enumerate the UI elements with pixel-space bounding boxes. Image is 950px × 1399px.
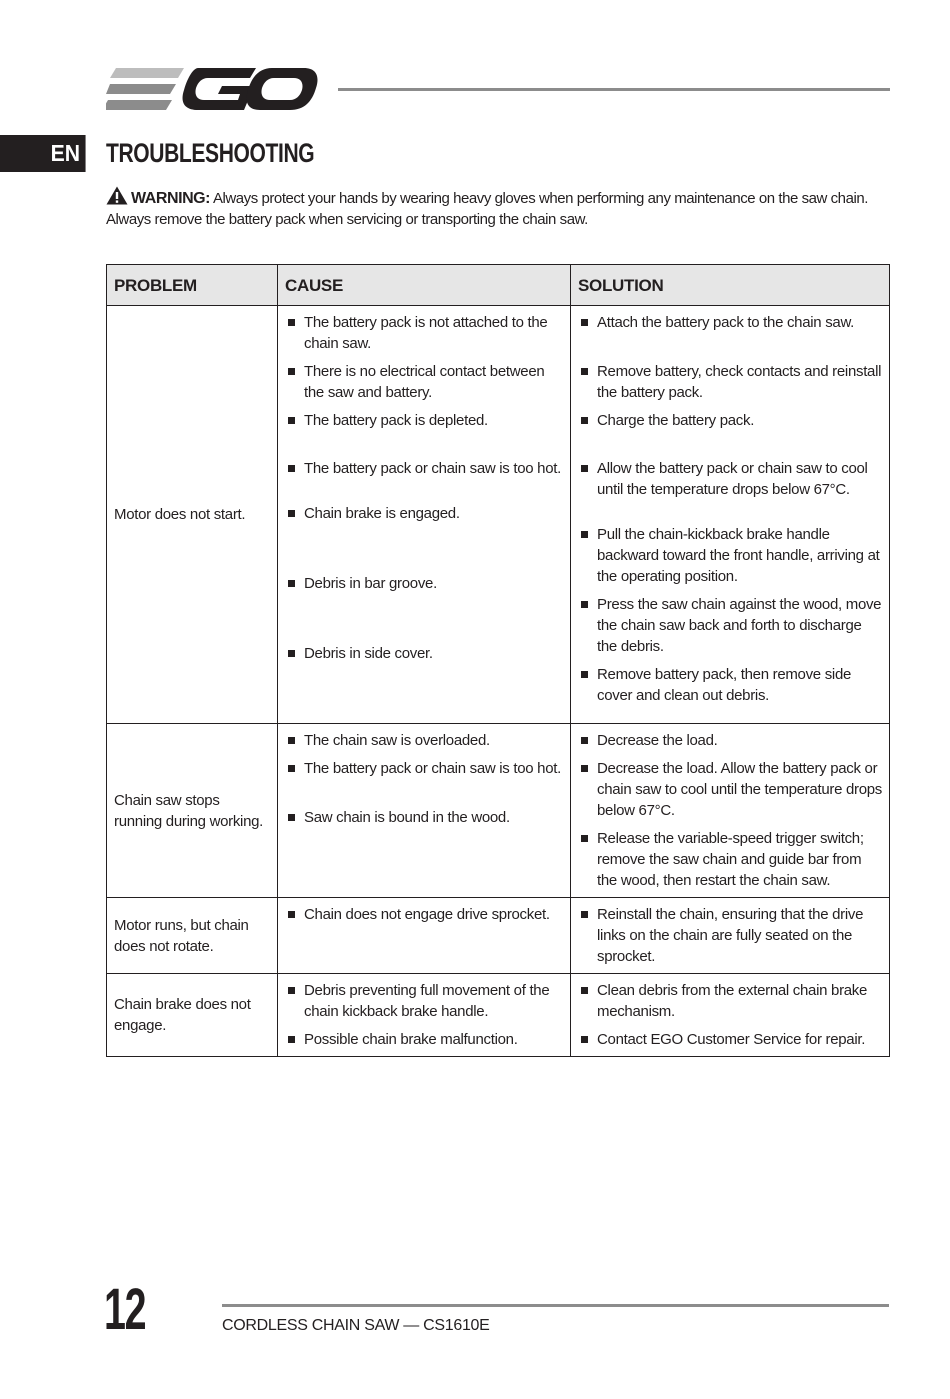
warning-label: WARNING:: [131, 190, 211, 207]
table-row: [107, 724, 890, 898]
list-item: Attach the battery pack to the chain saw.: [581, 312, 883, 333]
ego-logo: [106, 64, 318, 114]
list-item: Charge the battery pack.: [581, 410, 883, 431]
list-item: The chain saw is overloaded.: [288, 730, 564, 751]
warning-notice: [106, 186, 896, 230]
table-row: [107, 898, 890, 974]
language-tab: EN: [0, 135, 86, 172]
list-item: Release the variable-speed trigger switch; remove the saw chain and guide bar from the wood, then restart the chain saw.: [581, 828, 883, 891]
list-item: Decrease the load. Allow the battery pack or chain saw to cool until the temperature drops below 67°C.: [581, 758, 883, 821]
solution-cell: [571, 898, 890, 974]
list-item: Pull the chain-kickback brake handle backward toward the front handle, arriving at the operating position.: [581, 524, 883, 587]
footer-text: CORDLESS CHAIN SAW — CS1610E: [222, 1317, 490, 1334]
list-item: Clean debris from the external chain brake mechanism.: [581, 980, 883, 1022]
page-number: 12: [104, 1277, 146, 1342]
warning-triangle-icon: [106, 186, 128, 205]
troubleshooting-table: [106, 264, 890, 1057]
solution-cell: [571, 306, 890, 724]
table-row: [107, 306, 890, 724]
problem-cell: Chain saw stops running during working.: [107, 724, 278, 898]
cause-cell: [278, 898, 571, 974]
list-item: Debris preventing full movement of the chain kickback brake handle.: [288, 980, 564, 1022]
list-item: The battery pack or chain saw is too hot.: [288, 758, 564, 779]
footer-rule: [222, 1304, 889, 1307]
solution-cell: [571, 724, 890, 898]
list-item: The battery pack is depleted.: [288, 410, 564, 431]
cause-cell: [278, 724, 571, 898]
list-item: Possible chain brake malfunction.: [288, 1029, 564, 1050]
header-solution: SOLUTION: [571, 265, 890, 306]
list-item: Debris in bar groove.: [288, 573, 564, 594]
section-title: TROUBLESHOOTING: [106, 138, 315, 168]
list-item: Remove battery, check contacts and reinstall the battery pack.: [581, 361, 883, 403]
header-rule: [338, 88, 890, 91]
list-item: Reinstall the chain, ensuring that the drive links on the chain are fully seated on the sprocket.: [581, 904, 883, 967]
cause-cell: [278, 974, 571, 1057]
list-item: Chain does not engage drive sprocket.: [288, 904, 564, 925]
table-header-row: [107, 265, 890, 306]
solution-cell: [571, 974, 890, 1057]
list-item: Remove battery pack, then remove side cover and clean out debris.: [581, 664, 883, 706]
list-item: The battery pack or chain saw is too hot.: [288, 458, 564, 479]
problem-cell: Motor runs, but chain does not rotate.: [107, 898, 278, 974]
list-item: Contact EGO Customer Service for repair.: [581, 1029, 883, 1050]
cause-cell: [278, 306, 571, 724]
list-item: Debris in side cover.: [288, 643, 564, 664]
list-item: The battery pack is not attached to the chain saw.: [288, 312, 564, 354]
list-item: There is no electrical contact between the saw and battery.: [288, 361, 564, 403]
header-cause: CAUSE: [278, 265, 571, 306]
list-item: Saw chain is bound in the wood.: [288, 807, 564, 828]
list-item: Allow the battery pack or chain saw to cool until the temperature drops below 67°C.: [581, 458, 883, 500]
problem-cell: Motor does not start.: [107, 306, 278, 724]
list-item: Press the saw chain against the wood, move the chain saw back and forth to discharge the debris.: [581, 594, 883, 657]
problem-cell: Chain brake does not engage.: [107, 974, 278, 1057]
list-item: Chain brake is engaged.: [288, 503, 564, 524]
list-item: Decrease the load.: [581, 730, 883, 751]
header-problem: PROBLEM: [107, 265, 278, 306]
warning-text: Always protect your hands by wearing heavy gloves when performing any maintenance on the saw chain. Always remove the battery pack when servicing or transporting the chain saw.: [106, 190, 868, 228]
table-row: [107, 974, 890, 1057]
